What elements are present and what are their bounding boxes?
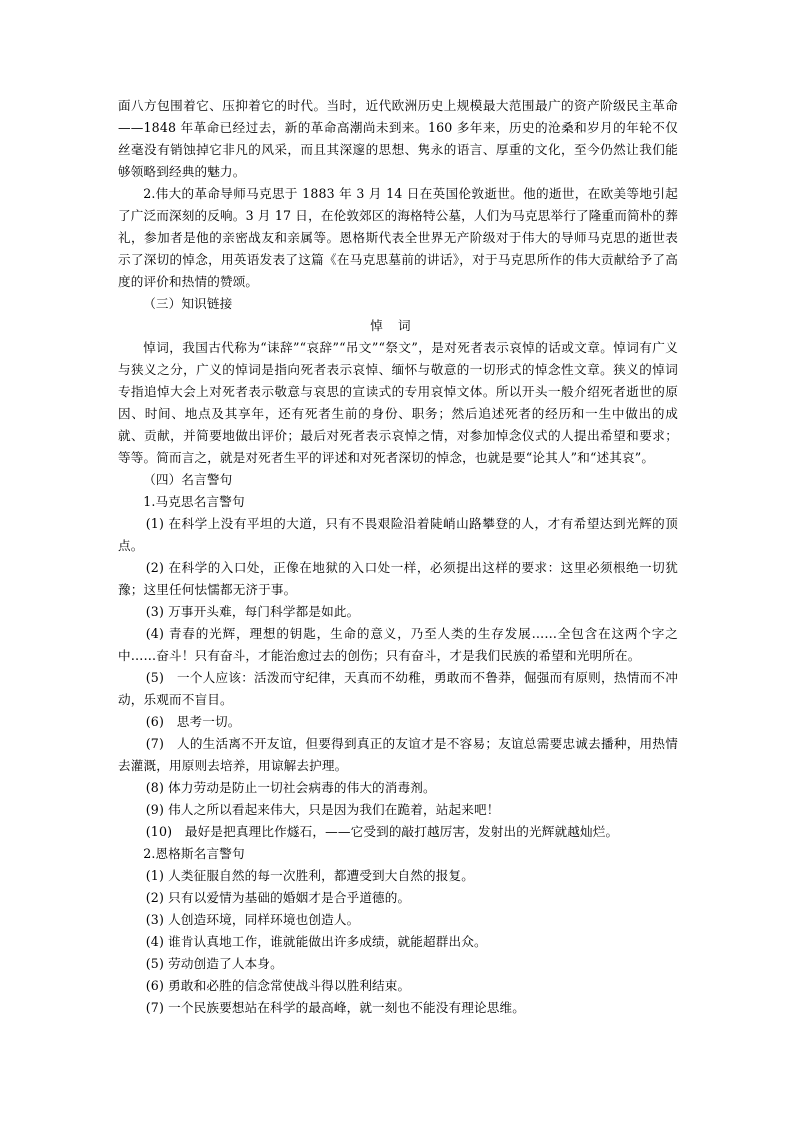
engels-quote: (7) 一个民族要想站在科学的最高峰，就一刻也不能没有理论思维。 — [145, 1000, 525, 1015]
engels-quote: (4) 谁肯认真地工作，谁就能做出许多成绩，就能超群出众。 — [145, 934, 487, 949]
marx-quote: (3) 万事开头难，每门科学都是如此。 — [145, 604, 360, 619]
marx-quote: (7) 人的生活离不开友谊，但要得到真正的友谊才是不容易；友谊总需要忠诚去播种，用热情去灌溉，用原则去培养，用谅解去护理。 — [118, 736, 678, 773]
eulogy-title: 悼词 — [370, 318, 426, 333]
paragraph-continued: 面八方包围着它、压抑着它的时代。当时，近代欧洲历史上规模最大范围最广的资产阶级民主革命——1848 年革命已经过去，新的革命高潮尚未到来。160 多年来，历史的沧桑和岁月的年轮不仅丝毫没有销蚀掉它非凡的风采，而且其深邃的思想、隽永的语言、厚重的文化，至今仍然让我们能够领略到经典的魅力。 — [118, 98, 678, 179]
marx-quote: (10) 最好是把真理比作燧石，——它受到的敲打越厉害，发射出的光辉就越灿烂。 — [145, 824, 619, 839]
marx-quote: (1) 在科学上没有平坦的大道，只有不畏艰险沿着陡峭山路攀登的人，才有希望达到光辉的顶点。 — [118, 516, 678, 553]
marx-quote: (4) 青春的光辉，理想的钥匙，生命的意义，乃至人类的生存发展……全包含在这两个字之中……奋斗！只有奋斗，才能治愈过去的创伤；只有奋斗，才是我们民族的希望和光明所在。 — [118, 626, 678, 663]
engels-quote: (6) 勇敢和必胜的信念常使战斗得以胜利结束。 — [145, 978, 411, 993]
section-heading-quotes: （四）名言警句 — [143, 472, 233, 487]
marx-quote: (8) 体力劳动是防止一切社会病毒的伟大的消毒剂。 — [145, 780, 436, 795]
engels-quote: (5) 劳动创造了人本身。 — [145, 956, 283, 971]
engels-quotes-heading: 2.恩格斯名言警句 — [143, 846, 245, 861]
eulogy-paragraph: 悼词，我国古代称为“诔辞”“哀辞”“吊文”“祭文”，是对死者表示哀悼的话或文章。悼词有广义与狭义之分，广义的悼词是指向死者表示哀悼、缅怀与敬意的一切形式的悼念性文章。狭义的悼词专指追悼大会上对死者表示敬意与哀思的宣读式的专用哀悼文体。所以开头一般介绍死者逝世的原因、时间、地点及其享年，还有死者生前的身份、职务；然后追述死者的经历和一生中做出的成就、贡献，并简要地做出评价；最后对死者表示哀悼之情，对参加悼念仪式的人提出希望和要求；等等。简而言之，就是对死者生平的评述和对死者深切的悼念，也就是要“论其人”和“述其哀”。 — [118, 340, 678, 465]
section-heading-knowledge-link: （三）知识链接 — [143, 296, 233, 311]
paragraph-marx-death: 2.伟大的革命导师马克思于 1883 年 3 月 14 日在英国伦敦逝世。他的逝世，在欧美等地引起了广泛而深刻的反响。3 月 17 日，在伦敦郊区的海格特公墓，人们为马克思举行了隆重而简朴的葬礼，参加者是他的亲密战友和亲属等。恩格斯代表全世界无产阶级对于伟大的导师马克思的逝世表示了深切的悼念，用英语发表了这篇《在马克思墓前的讲话》，对于马克思所作的伟大贡献给予了高度的评价和热情的赞颂。 — [118, 186, 678, 289]
engels-quote: (2) 只有以爱情为基础的婚姻才是合乎道德的。 — [145, 890, 411, 905]
engels-quote: (3) 人创造环境，同样环境也创造人。 — [145, 912, 360, 927]
marx-quotes-heading: 1.马克思名言警句 — [143, 494, 245, 509]
marx-quote: (6) 思考一切。 — [145, 714, 241, 729]
marx-quote: (9) 伟人之所以看起来伟大，只是因为我们在跪着，站起来吧！ — [145, 802, 500, 817]
engels-quote: (1) 人类征服自然的每一次胜利，都遭受到大自然的报复。 — [145, 868, 475, 883]
marx-quote: (2) 在科学的入口处，正像在地狱的入口处一样，必须提出这样的要求：这里必须根绝一切犹豫；这里任何怯懦都无济于事。 — [118, 560, 678, 597]
marx-quote: (5) 一个人应该：活泼而守纪律，天真而不幼稚，勇敢而不鲁莽，倔强而有原则，热情而不冲动，乐观而不盲目。 — [118, 670, 678, 707]
document-page — [118, 95, 678, 1019]
